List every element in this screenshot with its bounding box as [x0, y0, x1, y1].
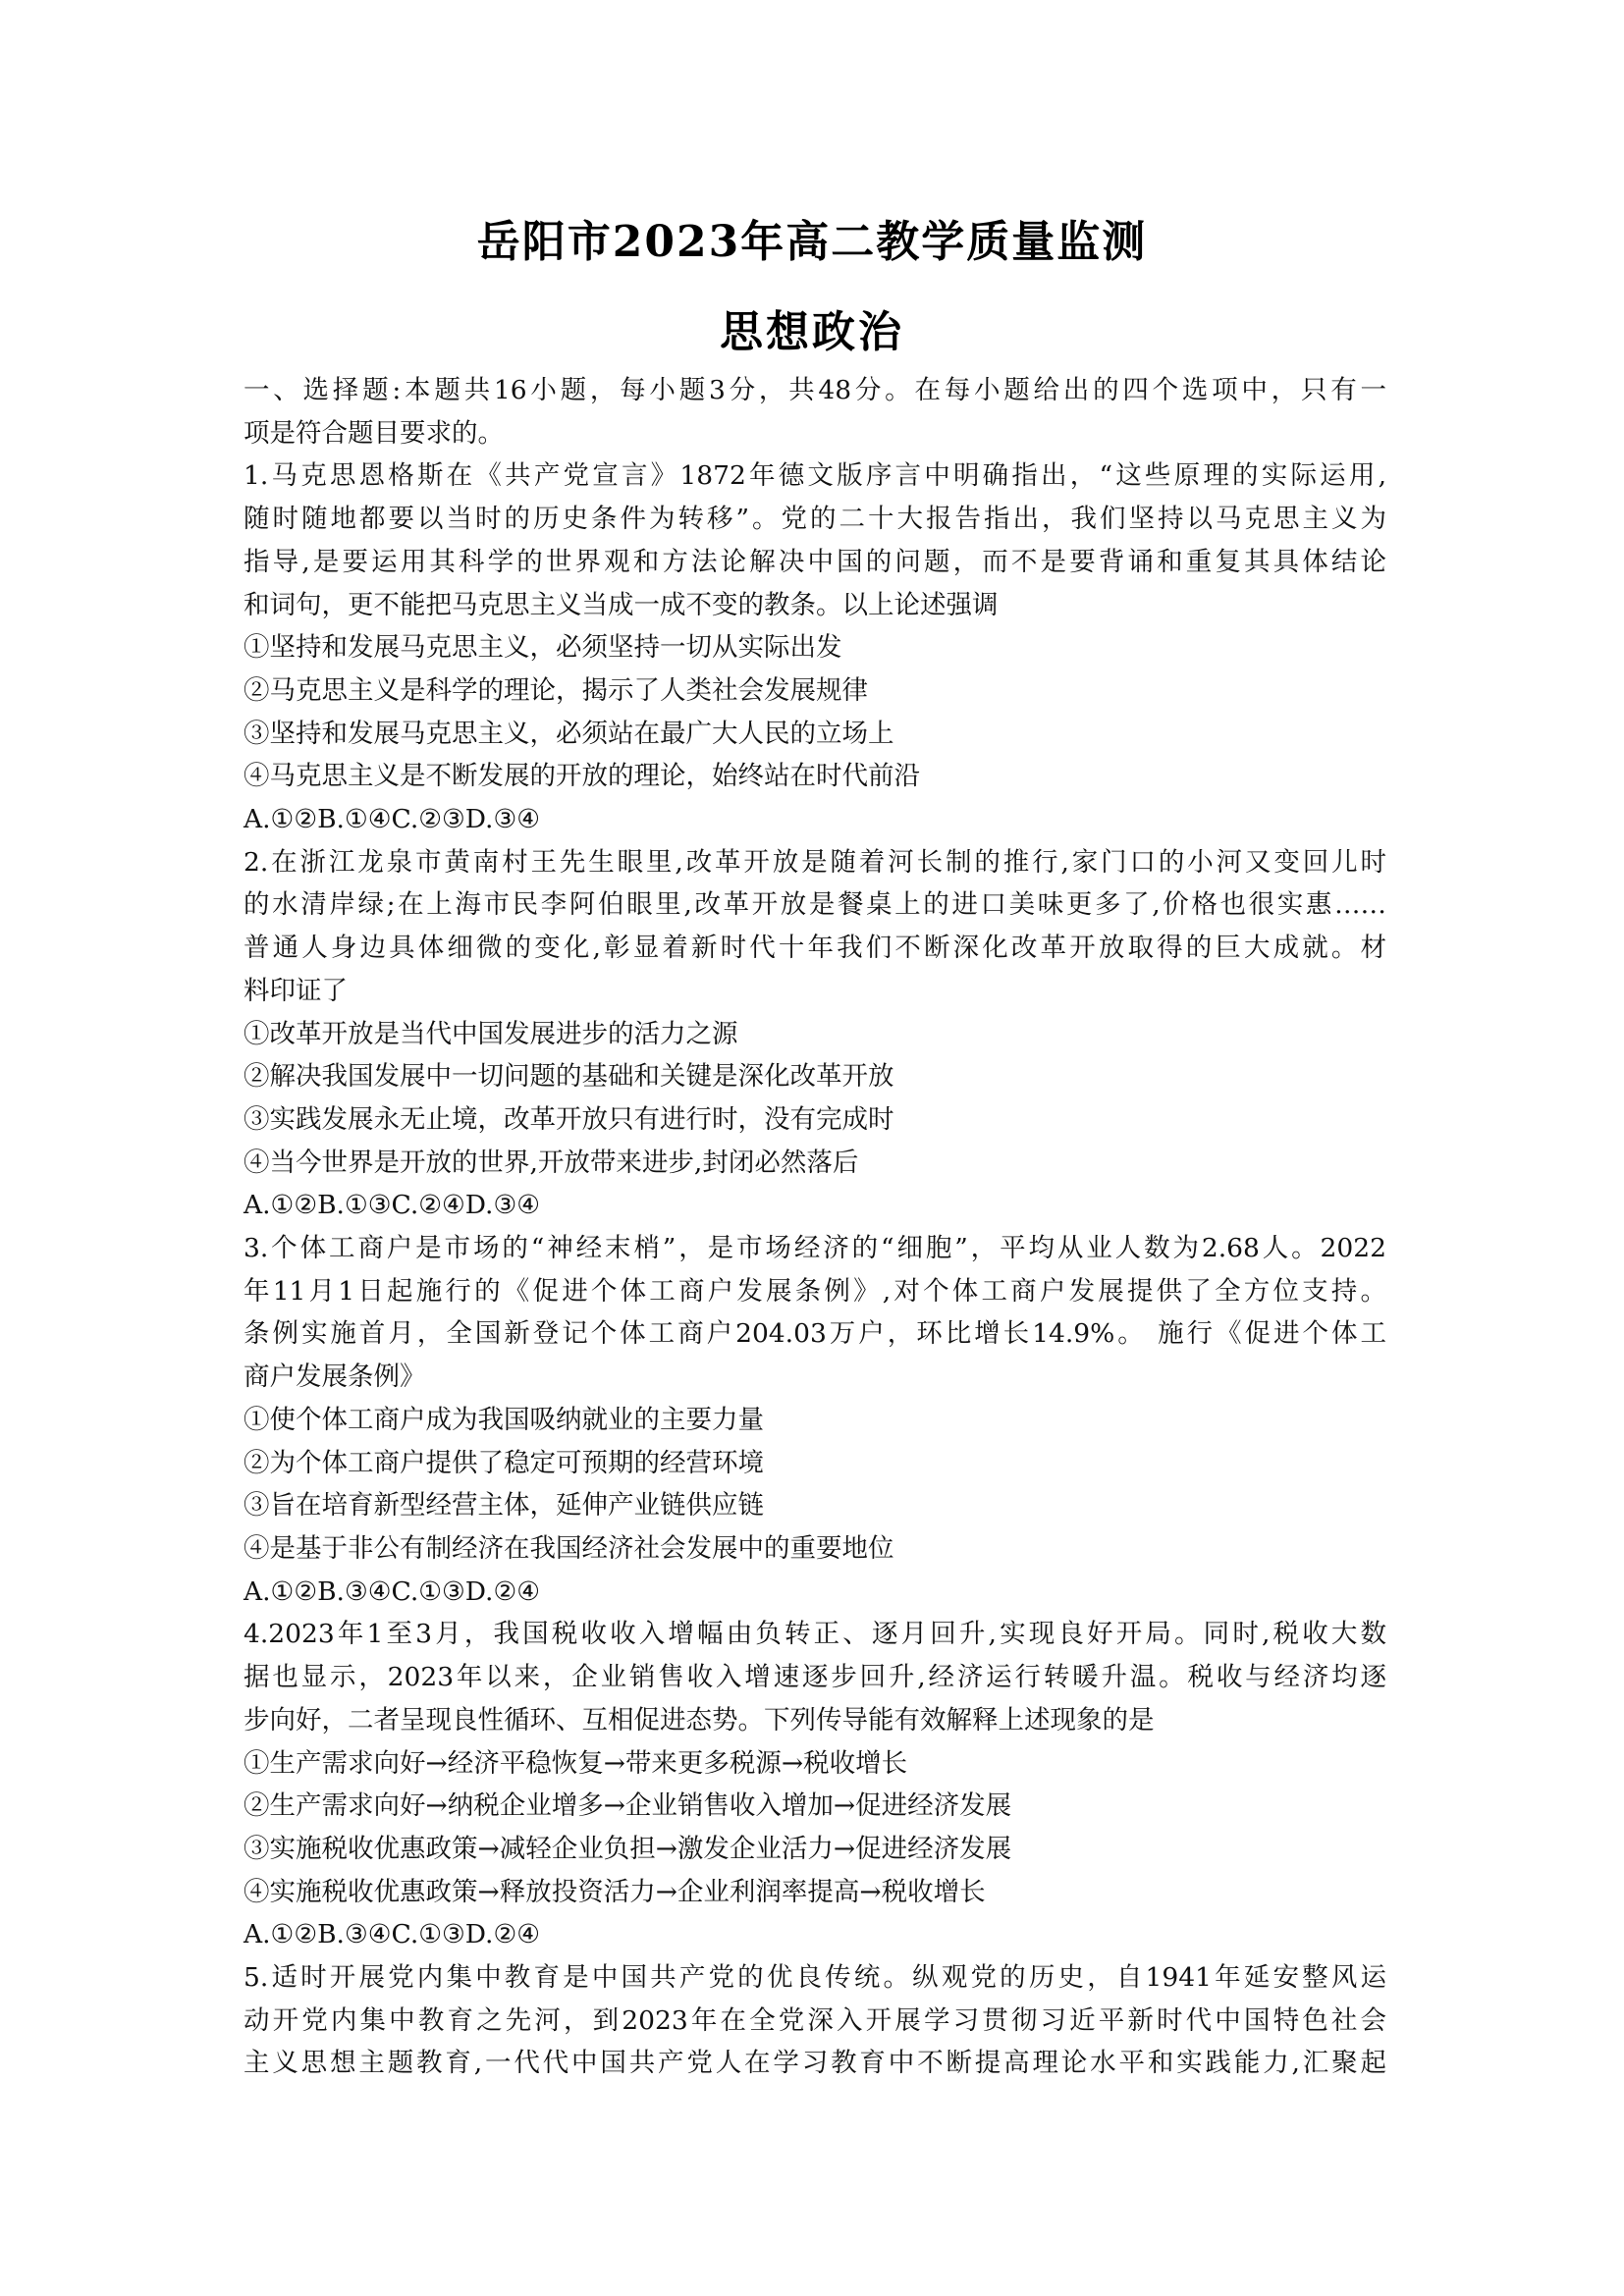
question-item: ③实施税收优惠政策→减轻企业负担→激发企业活力→促进经济发展 [244, 1833, 1012, 1864]
question-item: ④当今世界是开放的世界,开放带来进步,封闭必然落后 [244, 1147, 859, 1178]
question-5 [244, 1956, 1386, 2085]
question-stem-line: 商户发展条例》 [244, 1362, 426, 1393]
question-item: ②马克思主义是科学的理论，揭示了人类社会发展规律 [244, 674, 868, 706]
question-item: ①改革开放是当代中国发展进步的活力之源 [244, 1018, 738, 1049]
question-item: ③旨在培育新型经营主体，延伸产业链供应链 [244, 1490, 764, 1522]
question-2 [244, 841, 1386, 1227]
question-item: ④是基于非公有制经济在我国经济社会发展中的重要地位 [244, 1532, 894, 1564]
question-item: ②解决我国发展中一切问题的基础和关键是深化改革开放 [244, 1061, 894, 1093]
question-stem-line: 3.个体工商户是市场的“神经末梢”，是市场经济的“细胞”，平均从业人数为2.68人。2022 [244, 1233, 1386, 1264]
question-stem-line: 据也显示，2023年以来，企业销售收入增速逐步回升,经济运行转暖升温。税收与经济均逐 [244, 1662, 1386, 1693]
question-stem-line: 步向好，二者呈现良性循环、互相促进态势。下列传导能有效解释上述现象的是 [244, 1704, 1155, 1735]
question-stem-line: 4.2023年1至3月，我国税收收入增幅由负转正、逐月回升,实现良好开局。同时,税收大数 [244, 1619, 1386, 1650]
question-item: ④实施税收优惠政策→释放投资活力→企业利润率提高→税收增长 [244, 1876, 986, 1907]
question-stem-line: 指导,是要运用其科学的世界观和方法论解决中国的问题，而不是要背诵和重复其具体结论 [244, 546, 1386, 577]
question-1 [244, 454, 1386, 840]
exam-title: 岳阳市2023年高二教学质量监测 [476, 217, 1148, 267]
instruction-line: 项是符合题目要求的。 [244, 417, 504, 449]
question-4 [244, 1613, 1386, 1956]
question-item: ④马克思主义是不断发展的开放的理论，始终站在时代前沿 [244, 761, 920, 792]
question-item: ③坚持和发展马克思主义，必须站在最广大人民的立场上 [244, 718, 894, 749]
question-item: ②生产需求向好→纳税企业增多→企业销售收入增加→促进经济发展 [244, 1790, 1012, 1822]
question-stem-line: 年11月1日起施行的《促进个体工商户发展条例》,对个体工商户发展提供了全方位支持。 [244, 1275, 1386, 1307]
question-item: ①使个体工商户成为我国吸纳就业的主要力量 [244, 1404, 764, 1435]
question-stem-line: 普通人身边具体细微的变化,彰显着新时代十年我们不断深化改革开放取得的巨大成就。材 [244, 933, 1386, 964]
question-stem-line: 条例实施首月，全国新登记个体工商户204.03万户，环比增长14.9%。 施行《促进个体工 [244, 1318, 1386, 1350]
answer-options: A.①②B.③④C.①③D.②④ [244, 1919, 540, 1950]
question-stem-line: 5.适时开展党内集中教育是中国共产党的优良传统。纵观党的历史，自1941年延安整风运 [244, 1962, 1386, 1994]
question-stem-line: 主义思想主题教育,一代代中国共产党人在学习教育中不断提高理论水平和实践能力,汇聚起 [244, 2048, 1386, 2079]
question-stem-line: 的水清岸绿;在上海市民李阿伯眼里,改革开放是餐桌上的进口美味更多了,价格也很实惠…… [244, 889, 1386, 921]
section-instructions [244, 369, 1386, 454]
question-stem-line: 1.马克思恩格斯在《共产党宣言》1872年德文版序言中明确指出，“这些原理的实际运用, [244, 460, 1386, 492]
answer-options: A.①②B.③④C.①③D.②④ [244, 1575, 540, 1607]
question-item: ③实践发展永无止境，改革开放只有进行时，没有完成时 [244, 1103, 894, 1135]
question-3 [244, 1227, 1386, 1613]
question-item: ①坚持和发展马克思主义，必须坚持一切从实际出发 [244, 632, 842, 664]
question-stem-line: 和词句，更不能把马克思主义当成一成不变的教条。以上论述强调 [244, 589, 999, 620]
question-item: ①生产需求向好→经济平稳恢复→带来更多税源→税收增长 [244, 1747, 908, 1779]
question-item: ②为个体工商户提供了稳定可预期的经营环境 [244, 1447, 764, 1478]
question-stem-line: 2.在浙江龙泉市黄南村王先生眼里,改革开放是随着河长制的推行,家门口的小河又变回儿时 [244, 846, 1386, 878]
instruction-line: 一、选择题:本题共16小题，每小题3分，共48分。在每小题给出的四个选项中，只有一 [244, 375, 1386, 405]
question-stem-line: 料印证了 [244, 975, 348, 1006]
question-stem-line: 动开党内集中教育之先河，到2023年在全党深入开展学习贯彻习近平新时代中国特色社会 [244, 2004, 1386, 2036]
exam-content [244, 369, 1386, 2085]
answer-options: A.①②B.①③C.②④D.③④ [244, 1190, 540, 1221]
question-stem-line: 随时随地都要以当时的历史条件为转移”。党的二十大报告指出，我们坚持以马克思主义为 [244, 504, 1386, 535]
answer-options: A.①②B.①④C.②③D.③④ [244, 804, 540, 835]
subject-title: 思想政治 [720, 307, 904, 357]
